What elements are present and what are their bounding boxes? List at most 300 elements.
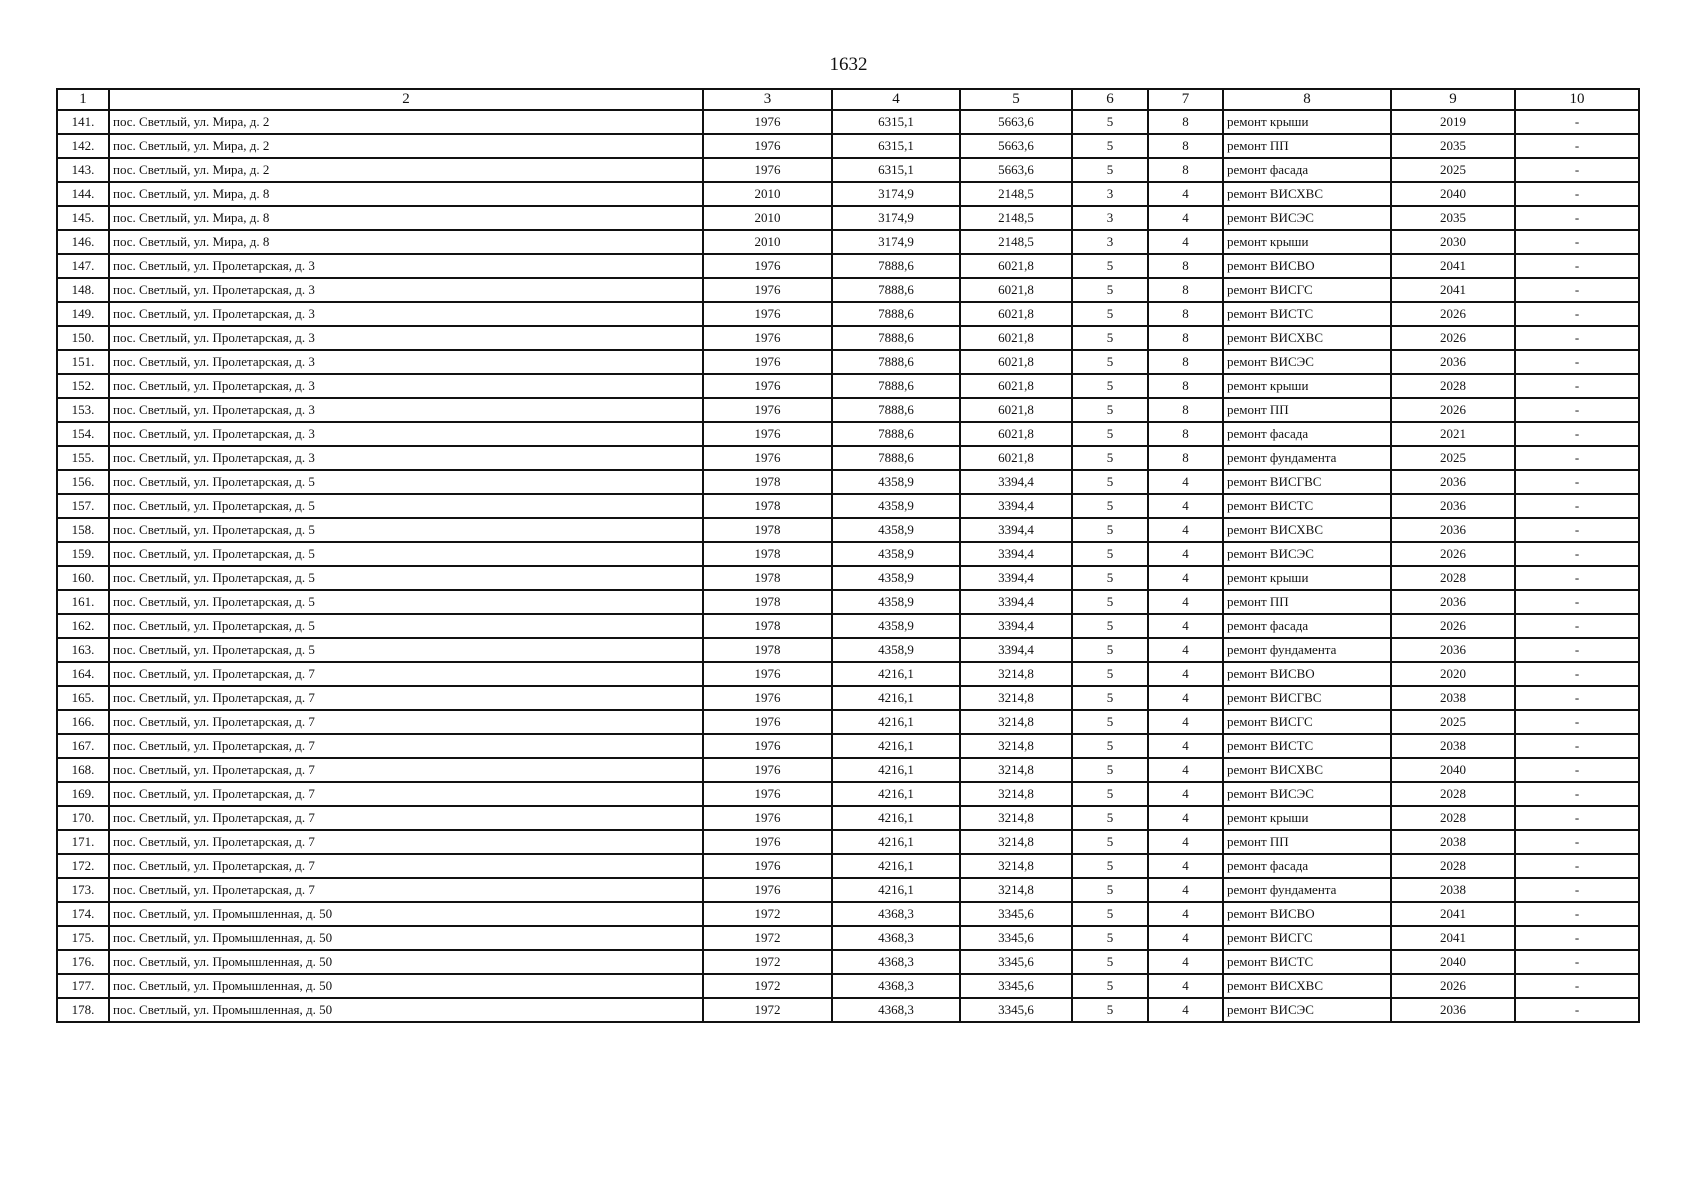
total-area-cell: 4358,9 xyxy=(832,566,960,590)
planned-year-cell: 2025 xyxy=(1391,158,1515,182)
entrances-cell: 4 xyxy=(1148,542,1223,566)
entrances-cell: 4 xyxy=(1148,206,1223,230)
entrances-cell: 4 xyxy=(1148,590,1223,614)
table-row xyxy=(57,206,1639,230)
total-area-cell: 4358,9 xyxy=(832,542,960,566)
table-row xyxy=(57,974,1639,998)
total-area-cell: 4368,3 xyxy=(832,926,960,950)
table-row xyxy=(57,182,1639,206)
build-year-cell: 1978 xyxy=(703,590,832,614)
row-number-cell: 171. xyxy=(57,830,109,854)
work-type-cell: ремонт фасада xyxy=(1223,854,1391,878)
living-area-cell: 3345,6 xyxy=(960,926,1072,950)
total-area-cell: 4216,1 xyxy=(832,854,960,878)
column-header-5: 5 xyxy=(960,89,1072,110)
address-cell: пос. Светлый, ул. Пролетарская, д. 7 xyxy=(109,878,703,902)
living-area-cell: 3214,8 xyxy=(960,854,1072,878)
build-year-cell: 1972 xyxy=(703,902,832,926)
work-type-cell: ремонт ПП xyxy=(1223,830,1391,854)
build-year-cell: 1976 xyxy=(703,758,832,782)
work-type-cell: ремонт ВИСХВС xyxy=(1223,518,1391,542)
address-cell: пос. Светлый, ул. Пролетарская, д. 3 xyxy=(109,422,703,446)
planned-year-cell: 2041 xyxy=(1391,278,1515,302)
table-row xyxy=(57,446,1639,470)
living-area-cell: 6021,8 xyxy=(960,326,1072,350)
work-type-cell: ремонт ВИСГС xyxy=(1223,926,1391,950)
floors-cell: 5 xyxy=(1072,830,1148,854)
address-cell: пос. Светлый, ул. Пролетарская, д. 7 xyxy=(109,686,703,710)
floors-cell: 5 xyxy=(1072,614,1148,638)
living-area-cell: 3214,8 xyxy=(960,830,1072,854)
row-number-cell: 158. xyxy=(57,518,109,542)
planned-year-cell: 2021 xyxy=(1391,422,1515,446)
floors-cell: 3 xyxy=(1072,206,1148,230)
living-area-cell: 3214,8 xyxy=(960,686,1072,710)
notes-cell: - xyxy=(1515,758,1639,782)
row-number-cell: 153. xyxy=(57,398,109,422)
notes-cell: - xyxy=(1515,614,1639,638)
row-number-cell: 155. xyxy=(57,446,109,470)
work-type-cell: ремонт крыши xyxy=(1223,566,1391,590)
notes-cell: - xyxy=(1515,398,1639,422)
total-area-cell: 6315,1 xyxy=(832,134,960,158)
living-area-cell: 3394,4 xyxy=(960,566,1072,590)
planned-year-cell: 2028 xyxy=(1391,806,1515,830)
work-type-cell: ремонт крыши xyxy=(1223,374,1391,398)
row-number-cell: 169. xyxy=(57,782,109,806)
floors-cell: 5 xyxy=(1072,974,1148,998)
entrances-cell: 4 xyxy=(1148,638,1223,662)
row-number-cell: 159. xyxy=(57,542,109,566)
work-type-cell: ремонт фундамента xyxy=(1223,638,1391,662)
entrances-cell: 4 xyxy=(1148,950,1223,974)
table-row xyxy=(57,830,1639,854)
total-area-cell: 4216,1 xyxy=(832,686,960,710)
work-type-cell: ремонт ВИСВО xyxy=(1223,254,1391,278)
living-area-cell: 6021,8 xyxy=(960,398,1072,422)
work-type-cell: ремонт фасада xyxy=(1223,614,1391,638)
notes-cell: - xyxy=(1515,470,1639,494)
living-area-cell: 2148,5 xyxy=(960,182,1072,206)
living-area-cell: 3214,8 xyxy=(960,662,1072,686)
notes-cell: - xyxy=(1515,518,1639,542)
table-row xyxy=(57,854,1639,878)
total-area-cell: 4358,9 xyxy=(832,470,960,494)
row-number-cell: 162. xyxy=(57,614,109,638)
address-cell: пос. Светлый, ул. Пролетарская, д. 5 xyxy=(109,638,703,662)
floors-cell: 5 xyxy=(1072,710,1148,734)
build-year-cell: 1972 xyxy=(703,974,832,998)
notes-cell: - xyxy=(1515,734,1639,758)
living-area-cell: 6021,8 xyxy=(960,254,1072,278)
build-year-cell: 1976 xyxy=(703,806,832,830)
table-row xyxy=(57,470,1639,494)
address-cell: пос. Светлый, ул. Пролетарская, д. 5 xyxy=(109,614,703,638)
table-row xyxy=(57,902,1639,926)
build-year-cell: 1976 xyxy=(703,374,832,398)
address-cell: пос. Светлый, ул. Промышленная, д. 50 xyxy=(109,926,703,950)
planned-year-cell: 2036 xyxy=(1391,518,1515,542)
column-header-9: 9 xyxy=(1391,89,1515,110)
living-area-cell: 3214,8 xyxy=(960,806,1072,830)
address-cell: пос. Светлый, ул. Пролетарская, д. 3 xyxy=(109,374,703,398)
build-year-cell: 1976 xyxy=(703,254,832,278)
work-type-cell: ремонт ВИСТС xyxy=(1223,494,1391,518)
build-year-cell: 1972 xyxy=(703,926,832,950)
planned-year-cell: 2036 xyxy=(1391,998,1515,1022)
notes-cell: - xyxy=(1515,830,1639,854)
build-year-cell: 2010 xyxy=(703,230,832,254)
column-header-6: 6 xyxy=(1072,89,1148,110)
notes-cell: - xyxy=(1515,854,1639,878)
table-row xyxy=(57,926,1639,950)
address-cell: пос. Светлый, ул. Пролетарская, д. 7 xyxy=(109,662,703,686)
table-row xyxy=(57,758,1639,782)
living-area-cell: 3394,4 xyxy=(960,470,1072,494)
planned-year-cell: 2035 xyxy=(1391,134,1515,158)
planned-year-cell: 2025 xyxy=(1391,710,1515,734)
planned-year-cell: 2038 xyxy=(1391,830,1515,854)
build-year-cell: 1976 xyxy=(703,398,832,422)
planned-year-cell: 2028 xyxy=(1391,854,1515,878)
table-row xyxy=(57,134,1639,158)
build-year-cell: 1976 xyxy=(703,422,832,446)
floors-cell: 5 xyxy=(1072,806,1148,830)
total-area-cell: 7888,6 xyxy=(832,350,960,374)
total-area-cell: 7888,6 xyxy=(832,398,960,422)
floors-cell: 5 xyxy=(1072,278,1148,302)
row-number-cell: 150. xyxy=(57,326,109,350)
living-area-cell: 3394,4 xyxy=(960,518,1072,542)
floors-cell: 5 xyxy=(1072,758,1148,782)
work-type-cell: ремонт крыши xyxy=(1223,230,1391,254)
build-year-cell: 1976 xyxy=(703,446,832,470)
table-body xyxy=(57,110,1639,1022)
planned-year-cell: 2030 xyxy=(1391,230,1515,254)
total-area-cell: 7888,6 xyxy=(832,302,960,326)
table-row xyxy=(57,734,1639,758)
row-number-cell: 152. xyxy=(57,374,109,398)
table-row xyxy=(57,590,1639,614)
work-type-cell: ремонт ПП xyxy=(1223,590,1391,614)
address-cell: пос. Светлый, ул. Пролетарская, д. 7 xyxy=(109,710,703,734)
planned-year-cell: 2036 xyxy=(1391,350,1515,374)
address-cell: пос. Светлый, ул. Промышленная, д. 50 xyxy=(109,950,703,974)
notes-cell: - xyxy=(1515,638,1639,662)
entrances-cell: 4 xyxy=(1148,998,1223,1022)
entrances-cell: 4 xyxy=(1148,182,1223,206)
notes-cell: - xyxy=(1515,950,1639,974)
living-area-cell: 6021,8 xyxy=(960,278,1072,302)
total-area-cell: 4216,1 xyxy=(832,758,960,782)
living-area-cell: 6021,8 xyxy=(960,374,1072,398)
entrances-cell: 8 xyxy=(1148,422,1223,446)
work-type-cell: ремонт ВИСЭС xyxy=(1223,542,1391,566)
entrances-cell: 8 xyxy=(1148,350,1223,374)
floors-cell: 5 xyxy=(1072,686,1148,710)
total-area-cell: 4216,1 xyxy=(832,782,960,806)
table-row xyxy=(57,302,1639,326)
entrances-cell: 4 xyxy=(1148,782,1223,806)
address-cell: пос. Светлый, ул. Пролетарская, д. 7 xyxy=(109,854,703,878)
floors-cell: 5 xyxy=(1072,734,1148,758)
notes-cell: - xyxy=(1515,806,1639,830)
row-number-cell: 146. xyxy=(57,230,109,254)
build-year-cell: 1976 xyxy=(703,662,832,686)
entrances-cell: 8 xyxy=(1148,254,1223,278)
total-area-cell: 4216,1 xyxy=(832,830,960,854)
notes-cell: - xyxy=(1515,998,1639,1022)
build-year-cell: 1978 xyxy=(703,542,832,566)
work-type-cell: ремонт ВИСГС xyxy=(1223,278,1391,302)
build-year-cell: 1976 xyxy=(703,278,832,302)
living-area-cell: 2148,5 xyxy=(960,230,1072,254)
build-year-cell: 1976 xyxy=(703,302,832,326)
table-row xyxy=(57,374,1639,398)
column-header-7: 7 xyxy=(1148,89,1223,110)
work-type-cell: ремонт фундамента xyxy=(1223,878,1391,902)
living-area-cell: 3394,4 xyxy=(960,542,1072,566)
table-row xyxy=(57,710,1639,734)
build-year-cell: 1976 xyxy=(703,350,832,374)
planned-year-cell: 2040 xyxy=(1391,182,1515,206)
floors-cell: 5 xyxy=(1072,854,1148,878)
living-area-cell: 3214,8 xyxy=(960,734,1072,758)
entrances-cell: 4 xyxy=(1148,902,1223,926)
notes-cell: - xyxy=(1515,878,1639,902)
planned-year-cell: 2035 xyxy=(1391,206,1515,230)
planned-year-cell: 2028 xyxy=(1391,374,1515,398)
planned-year-cell: 2019 xyxy=(1391,110,1515,134)
notes-cell: - xyxy=(1515,542,1639,566)
living-area-cell: 3394,4 xyxy=(960,494,1072,518)
table-row xyxy=(57,686,1639,710)
living-area-cell: 3345,6 xyxy=(960,950,1072,974)
build-year-cell: 2010 xyxy=(703,182,832,206)
build-year-cell: 1976 xyxy=(703,686,832,710)
address-cell: пос. Светлый, ул. Пролетарская, д. 7 xyxy=(109,830,703,854)
build-year-cell: 1976 xyxy=(703,782,832,806)
work-type-cell: ремонт ВИСЭС xyxy=(1223,998,1391,1022)
address-cell: пос. Светлый, ул. Пролетарская, д. 7 xyxy=(109,782,703,806)
floors-cell: 3 xyxy=(1072,182,1148,206)
total-area-cell: 4216,1 xyxy=(832,710,960,734)
notes-cell: - xyxy=(1515,134,1639,158)
build-year-cell: 1972 xyxy=(703,950,832,974)
address-cell: пос. Светлый, ул. Мира, д. 2 xyxy=(109,158,703,182)
build-year-cell: 1978 xyxy=(703,638,832,662)
build-year-cell: 1976 xyxy=(703,734,832,758)
address-cell: пос. Светлый, ул. Пролетарская, д. 3 xyxy=(109,326,703,350)
build-year-cell: 1976 xyxy=(703,158,832,182)
address-cell: пос. Светлый, ул. Промышленная, д. 50 xyxy=(109,902,703,926)
living-area-cell: 6021,8 xyxy=(960,446,1072,470)
total-area-cell: 4216,1 xyxy=(832,662,960,686)
work-type-cell: ремонт ВИСЭС xyxy=(1223,206,1391,230)
notes-cell: - xyxy=(1515,686,1639,710)
header-row xyxy=(57,89,1639,110)
total-area-cell: 4368,3 xyxy=(832,950,960,974)
planned-year-cell: 2036 xyxy=(1391,494,1515,518)
work-type-cell: ремонт ВИСЭС xyxy=(1223,782,1391,806)
build-year-cell: 1976 xyxy=(703,878,832,902)
floors-cell: 5 xyxy=(1072,926,1148,950)
floors-cell: 5 xyxy=(1072,470,1148,494)
row-number-cell: 144. xyxy=(57,182,109,206)
entrances-cell: 4 xyxy=(1148,662,1223,686)
entrances-cell: 8 xyxy=(1148,446,1223,470)
row-number-cell: 168. xyxy=(57,758,109,782)
notes-cell: - xyxy=(1515,254,1639,278)
address-cell: пос. Светлый, ул. Промышленная, д. 50 xyxy=(109,998,703,1022)
registry-table xyxy=(56,88,1640,1023)
total-area-cell: 4216,1 xyxy=(832,734,960,758)
work-type-cell: ремонт ВИСТС xyxy=(1223,950,1391,974)
row-number-cell: 170. xyxy=(57,806,109,830)
floors-cell: 5 xyxy=(1072,566,1148,590)
table-row xyxy=(57,110,1639,134)
floors-cell: 5 xyxy=(1072,494,1148,518)
notes-cell: - xyxy=(1515,278,1639,302)
planned-year-cell: 2026 xyxy=(1391,398,1515,422)
row-number-cell: 175. xyxy=(57,926,109,950)
row-number-cell: 141. xyxy=(57,110,109,134)
entrances-cell: 8 xyxy=(1148,398,1223,422)
floors-cell: 5 xyxy=(1072,350,1148,374)
floors-cell: 5 xyxy=(1072,542,1148,566)
address-cell: пос. Светлый, ул. Пролетарская, д. 5 xyxy=(109,494,703,518)
address-cell: пос. Светлый, ул. Мира, д. 2 xyxy=(109,110,703,134)
notes-cell: - xyxy=(1515,782,1639,806)
living-area-cell: 3214,8 xyxy=(960,758,1072,782)
entrances-cell: 4 xyxy=(1148,926,1223,950)
entrances-cell: 4 xyxy=(1148,494,1223,518)
notes-cell: - xyxy=(1515,110,1639,134)
work-type-cell: ремонт ВИСХВС xyxy=(1223,326,1391,350)
entrances-cell: 4 xyxy=(1148,686,1223,710)
planned-year-cell: 2025 xyxy=(1391,446,1515,470)
floors-cell: 5 xyxy=(1072,422,1148,446)
address-cell: пос. Светлый, ул. Пролетарская, д. 3 xyxy=(109,278,703,302)
build-year-cell: 1978 xyxy=(703,518,832,542)
table-row xyxy=(57,254,1639,278)
floors-cell: 5 xyxy=(1072,374,1148,398)
entrances-cell: 4 xyxy=(1148,854,1223,878)
total-area-cell: 4368,3 xyxy=(832,902,960,926)
living-area-cell: 6021,8 xyxy=(960,422,1072,446)
planned-year-cell: 2026 xyxy=(1391,974,1515,998)
work-type-cell: ремонт ВИСВО xyxy=(1223,662,1391,686)
column-header-2: 2 xyxy=(109,89,703,110)
notes-cell: - xyxy=(1515,350,1639,374)
planned-year-cell: 2040 xyxy=(1391,758,1515,782)
table-row xyxy=(57,998,1639,1022)
column-header-4: 4 xyxy=(832,89,960,110)
row-number-cell: 157. xyxy=(57,494,109,518)
build-year-cell: 1978 xyxy=(703,614,832,638)
row-number-cell: 176. xyxy=(57,950,109,974)
table-row xyxy=(57,230,1639,254)
row-number-cell: 160. xyxy=(57,566,109,590)
work-type-cell: ремонт ВИСГС xyxy=(1223,710,1391,734)
living-area-cell: 6021,8 xyxy=(960,302,1072,326)
row-number-cell: 173. xyxy=(57,878,109,902)
row-number-cell: 167. xyxy=(57,734,109,758)
floors-cell: 3 xyxy=(1072,230,1148,254)
build-year-cell: 1978 xyxy=(703,566,832,590)
notes-cell: - xyxy=(1515,662,1639,686)
address-cell: пос. Светлый, ул. Пролетарская, д. 7 xyxy=(109,758,703,782)
build-year-cell: 2010 xyxy=(703,206,832,230)
entrances-cell: 4 xyxy=(1148,758,1223,782)
table-row xyxy=(57,518,1639,542)
planned-year-cell: 2028 xyxy=(1391,782,1515,806)
total-area-cell: 7888,6 xyxy=(832,374,960,398)
total-area-cell: 4216,1 xyxy=(832,806,960,830)
table-row xyxy=(57,806,1639,830)
total-area-cell: 7888,6 xyxy=(832,326,960,350)
entrances-cell: 4 xyxy=(1148,830,1223,854)
row-number-cell: 147. xyxy=(57,254,109,278)
row-number-cell: 142. xyxy=(57,134,109,158)
floors-cell: 5 xyxy=(1072,302,1148,326)
total-area-cell: 4368,3 xyxy=(832,974,960,998)
living-area-cell: 3345,6 xyxy=(960,902,1072,926)
table-row xyxy=(57,326,1639,350)
planned-year-cell: 2026 xyxy=(1391,614,1515,638)
floors-cell: 5 xyxy=(1072,878,1148,902)
floors-cell: 5 xyxy=(1072,902,1148,926)
entrances-cell: 4 xyxy=(1148,974,1223,998)
floors-cell: 5 xyxy=(1072,662,1148,686)
total-area-cell: 7888,6 xyxy=(832,422,960,446)
planned-year-cell: 2038 xyxy=(1391,734,1515,758)
planned-year-cell: 2038 xyxy=(1391,686,1515,710)
entrances-cell: 4 xyxy=(1148,566,1223,590)
work-type-cell: ремонт ВИСГВС xyxy=(1223,470,1391,494)
entrances-cell: 8 xyxy=(1148,110,1223,134)
table-row xyxy=(57,662,1639,686)
floors-cell: 5 xyxy=(1072,518,1148,542)
row-number-cell: 156. xyxy=(57,470,109,494)
address-cell: пос. Светлый, ул. Пролетарская, д. 7 xyxy=(109,806,703,830)
total-area-cell: 7888,6 xyxy=(832,254,960,278)
total-area-cell: 4216,1 xyxy=(832,878,960,902)
row-number-cell: 165. xyxy=(57,686,109,710)
planned-year-cell: 2028 xyxy=(1391,566,1515,590)
row-number-cell: 174. xyxy=(57,902,109,926)
living-area-cell: 2148,5 xyxy=(960,206,1072,230)
work-type-cell: ремонт ВИСТС xyxy=(1223,302,1391,326)
entrances-cell: 4 xyxy=(1148,710,1223,734)
table-row xyxy=(57,950,1639,974)
work-type-cell: ремонт ВИСТС xyxy=(1223,734,1391,758)
notes-cell: - xyxy=(1515,230,1639,254)
address-cell: пос. Светлый, ул. Мира, д. 8 xyxy=(109,182,703,206)
notes-cell: - xyxy=(1515,374,1639,398)
table-row xyxy=(57,566,1639,590)
notes-cell: - xyxy=(1515,710,1639,734)
row-number-cell: 154. xyxy=(57,422,109,446)
table-row xyxy=(57,782,1639,806)
entrances-cell: 4 xyxy=(1148,734,1223,758)
address-cell: пос. Светлый, ул. Мира, д. 2 xyxy=(109,134,703,158)
planned-year-cell: 2036 xyxy=(1391,590,1515,614)
address-cell: пос. Светлый, ул. Пролетарская, д. 5 xyxy=(109,542,703,566)
total-area-cell: 4358,9 xyxy=(832,614,960,638)
total-area-cell: 4358,9 xyxy=(832,494,960,518)
floors-cell: 5 xyxy=(1072,110,1148,134)
